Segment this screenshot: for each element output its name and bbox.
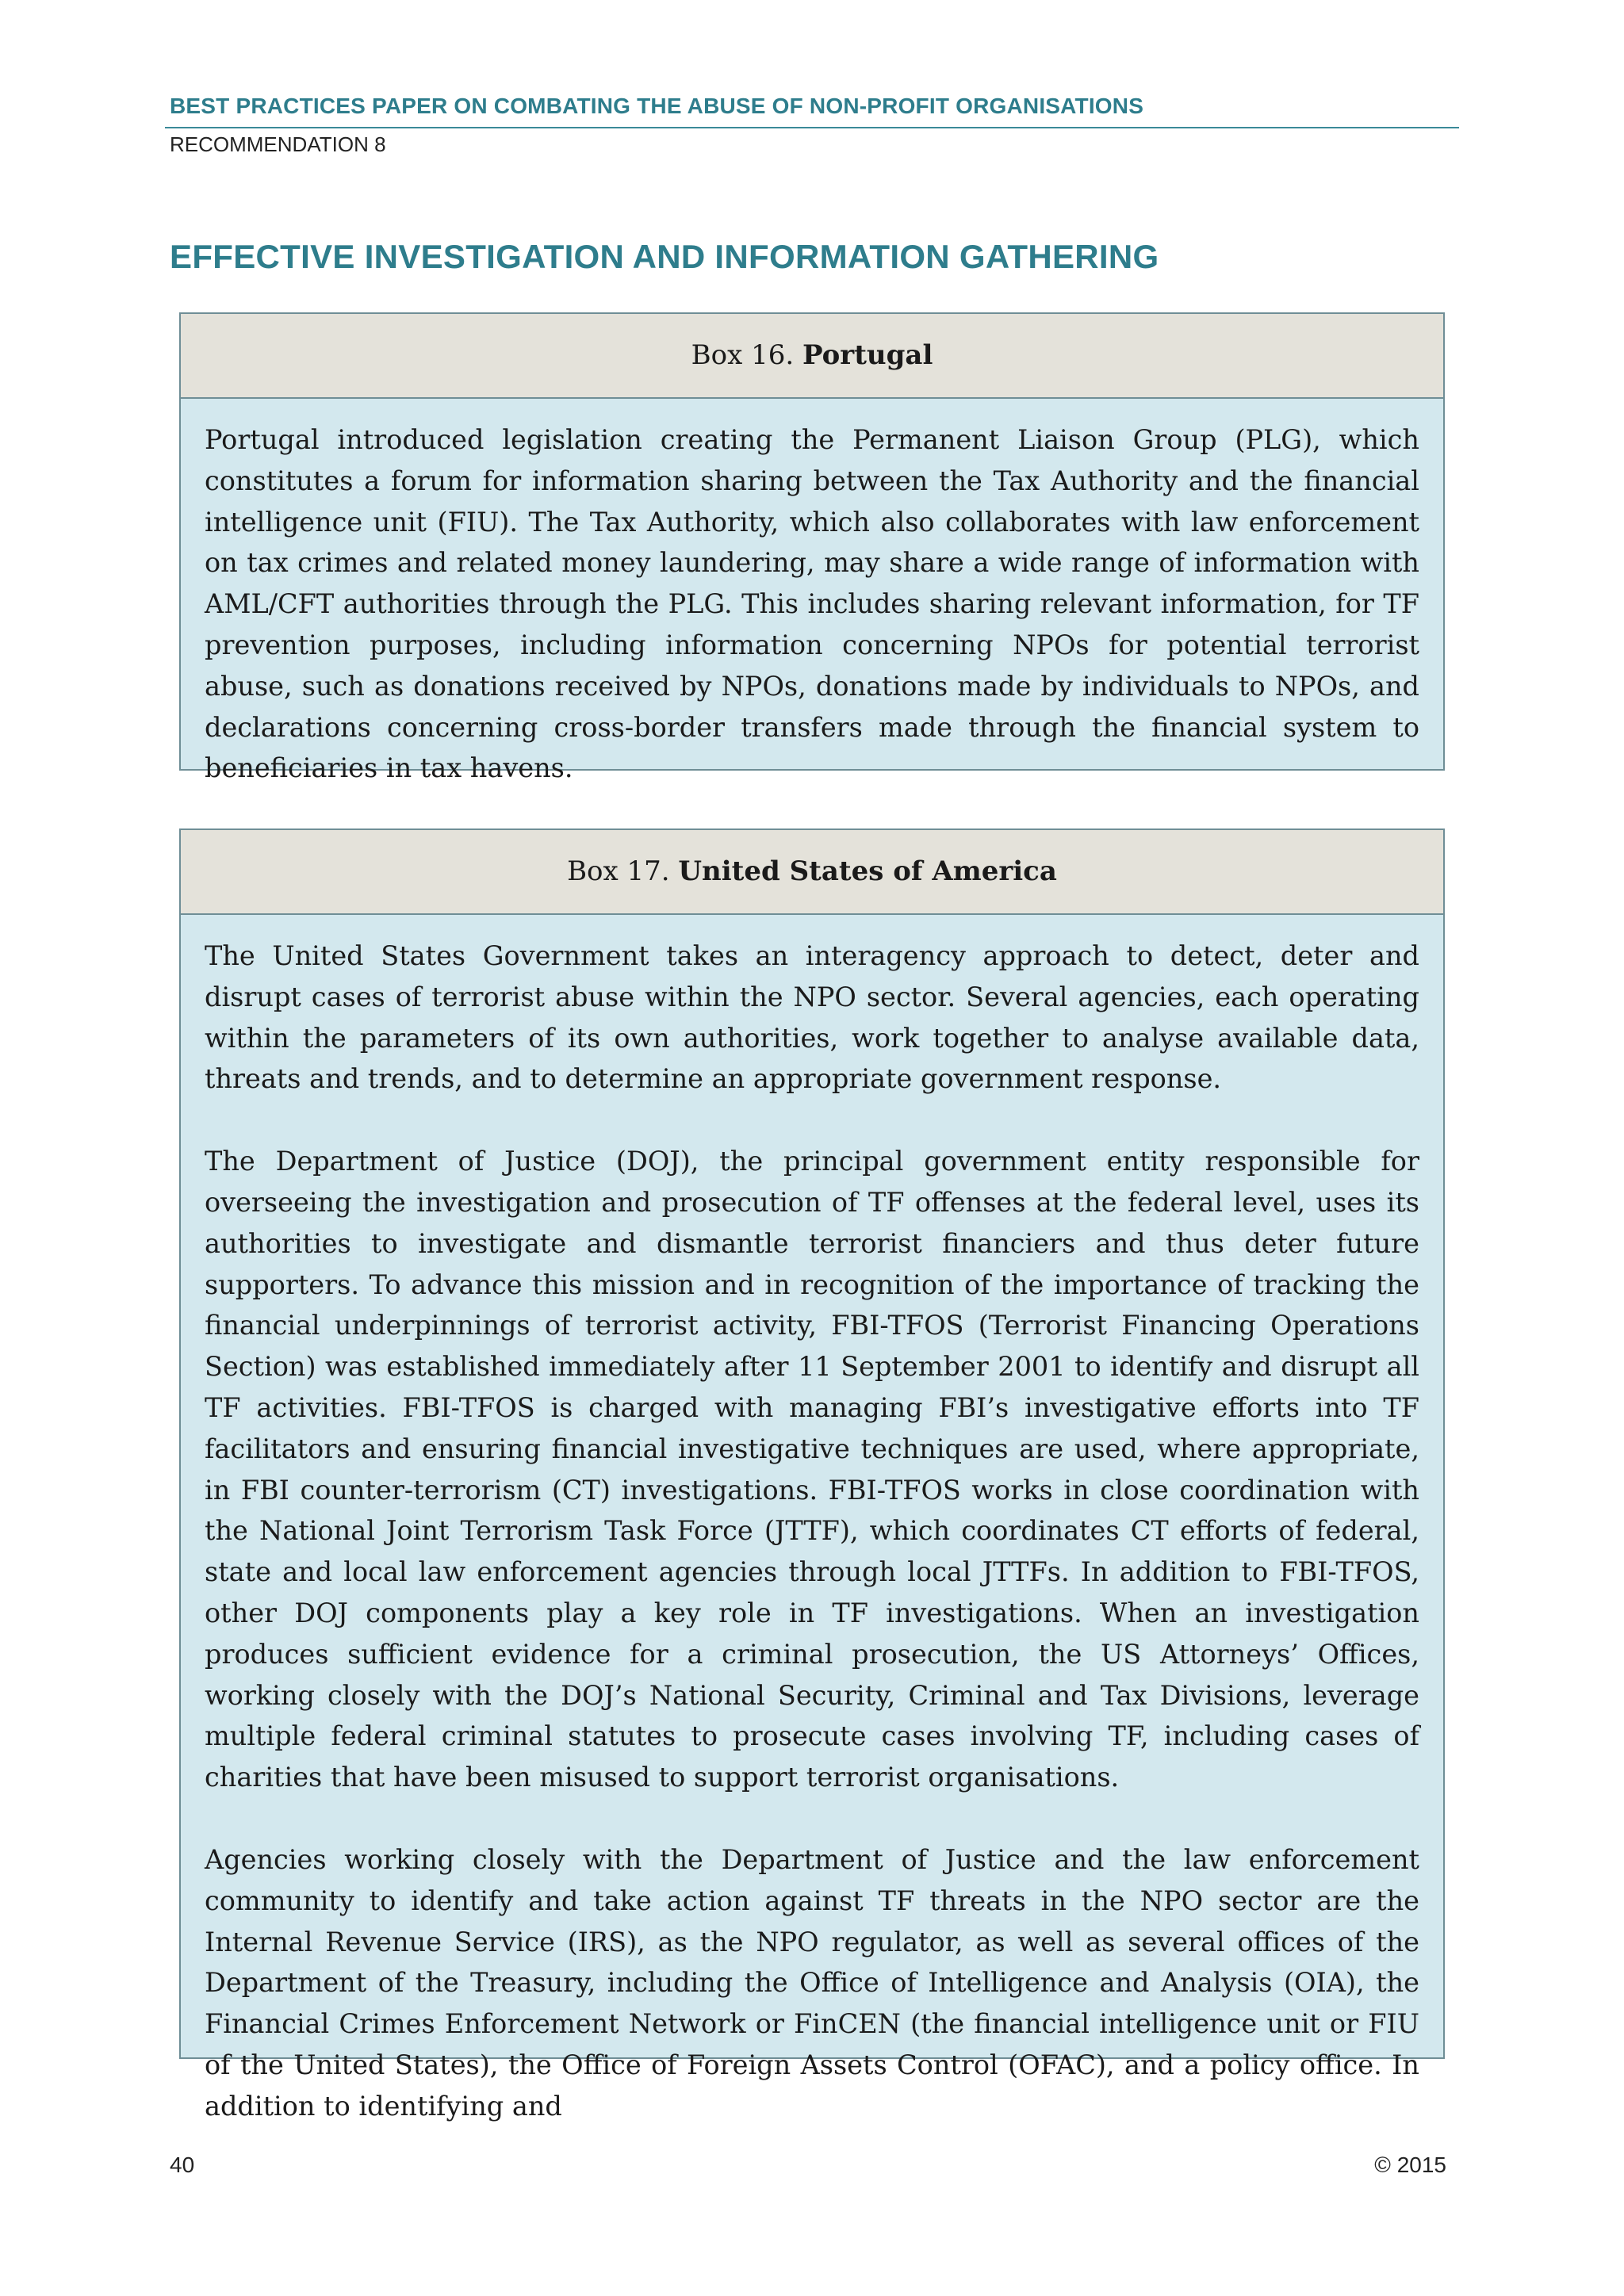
box-paragraph: Agencies working closely with the Department of Justice and the law enforcement community to identify and take action against TF threats in the NPO sector are the Internal Revenue Service (IRS), as the NPO regulator, as well as several offices of the Department of the Treasury, including the Office of Intelligence and Analysis (OIA), the Financial Crimes Enforcement Network or FinCEN (the financial intelligence unit or FIU of the United States), the Office of Foreign Assets Control (OFAC), and a policy office. In addition to identifying and bbox=[205, 1843, 1419, 2122]
section-heading: EFFECTIVE INVESTIGATION AND INFORMATION GATHERING bbox=[170, 238, 1159, 275]
box-paragraph: Portugal introduced legislation creating the Permanent Liaison Group (PLG), which constitutes a forum for information sharing between the Tax Authority and the financial intelligence unit (FIU). The Tax Authority, which also collaborates with law enforcement on tax crimes and related money laundering, may share a wide range of information with AML/CFT authorities through the PLG. This includes sharing relevant information, for TF prevention purposes, including information concerning NPOs for potential terrorist abuse, such as donations received by NPOs, donations made by individuals to NPOs, and declarations concerning cross-border transfers made through the financial system to beneficiaries in tax havens. bbox=[205, 424, 1419, 784]
running-header-subtitle: RECOMMENDATION 8 bbox=[170, 132, 386, 156]
running-header-title: BEST PRACTICES PAPER ON COMBATING THE ABUSE OF NON-PROFIT ORGANISATIONS bbox=[170, 94, 1144, 118]
page-number: 40 bbox=[170, 2152, 195, 2177]
box-body bbox=[181, 915, 1443, 2143]
box-paragraph: The Department of Justice (DOJ), the principal government entity responsible for overseeing the investigation and prosecution of TF offenses at the federal level, uses its authorities to investigate and dismantle terrorist financiers and thus deter future supporters. To advance this mission and in recognition of the importance of tracking the financial underpinnings of terrorist activity, FBI-TFOS (Terrorist Financing Operations Section) was established immediately after 11 September 2001 to identify and disrupt all TF activities. FBI-TFOS is charged with managing FBI’s investigative efforts into TF facilitators and ensuring financial investigative techniques are used, where appropriate, in FBI counter-terrorism (CT) investigations. FBI-TFOS works in close coordination with the National Joint Terrorism Task Force (JTTF), which coordinates CT efforts of federal, state and local law enforcement agencies through local JTTFs. In addition to FBI-TFOS, other DOJ components play a key role in TF investigations. When an investigation produces sufficient evidence for a criminal prosecution, the US Attorneys’ Offices, working closely with the DOJ’s National Security, Criminal and Tax Divisions, leverage multiple federal criminal statutes to prosecute cases involving TF, including cases of charities that have been misused to support terrorist organisations. bbox=[205, 1146, 1419, 1793]
box-country: United States of America bbox=[678, 855, 1057, 887]
box-portugal bbox=[179, 312, 1445, 784]
box-body bbox=[181, 399, 1443, 805]
box-paragraph: The United States Government takes an interagency approach to detect, deter and disrupt cases of terrorist abuse within the NPO sector. Several agencies, each operating within the parameters of its own authorities, work together to analyse available data, threats and trends, and to determine an appropriate government response. bbox=[205, 940, 1419, 1095]
copyright-notice: © 2015 bbox=[1374, 2152, 1446, 2177]
box-label: Box 17. bbox=[567, 855, 670, 887]
header-rule bbox=[165, 127, 1459, 128]
box-header bbox=[181, 830, 1443, 915]
box-country: Portugal bbox=[802, 339, 933, 371]
box-header bbox=[181, 314, 1443, 399]
box-united-states bbox=[179, 828, 1445, 2122]
box-label: Box 16. bbox=[691, 339, 795, 371]
